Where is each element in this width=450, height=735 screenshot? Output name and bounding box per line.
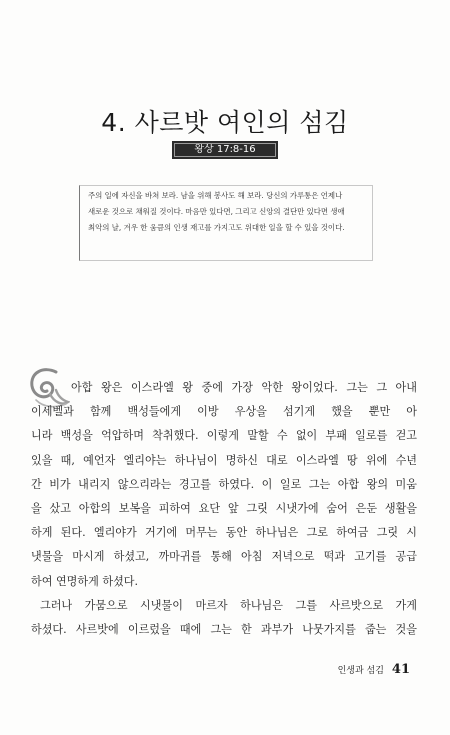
body-line: 이세벨과 함께 백성들에게 이방 우상을 섬기게 했을 뿐만 아: [31, 405, 417, 419]
body-line: 아합 왕은 이스라엘 왕 중에 가장 악한 왕이었다. 그는 그 아내: [71, 381, 417, 394]
body-line: 니라 백성을 억압하며 착취했다. 이렇게 말할 수 없이 부패 일로를 걷고: [31, 429, 417, 443]
running-title: 인생과 섬김: [337, 666, 384, 676]
chapter-title: 4. 사르밧 여인의 섬김: [101, 107, 349, 137]
body-line: 하셨다. 사르밧에 이르렀을 때에 그는 한 과부가 나뭇가지를 줍는 것을: [31, 622, 417, 636]
body-line: 하여 연명하게 하셨다.: [31, 574, 139, 588]
body-line: 을 샀고 아합의 보복을 피하여 요단 앞 그릿 시냇가에 숨어 은둔 생활을: [31, 501, 417, 515]
body-text: [31, 376, 417, 642]
body-line: 간 비가 내리지 않으리라는 경고를 하였다. 이 일로 그는 아합 왕의 미움: [31, 477, 417, 491]
page-number: 41: [391, 662, 410, 677]
body-line: 냇물을 마시게 하셨고, 까마귀를 통해 아침 저녁으로 떡과 고기를 공급: [31, 550, 417, 564]
page-footer: [338, 662, 410, 677]
body-line: 하게 된다. 엘리야가 거기에 머무는 동안 하나님은 그로 하여금 그릿 시: [31, 526, 417, 540]
intro-text: 주의 일에 자신을 바쳐 보라. 남을 위해 봉사도 해 보라. 당신의 가루통은 언제나 새로운 것으로 채워질 것이다. 마음만 있다면, 그리고 신앙의 결단만 있다면 생애 최악의 날, 겨우 한 움큼의 인생 재고를 가지고도 위대한 일을 할 수 있을 것이다.: [88, 191, 345, 232]
body-line: 있을 때, 예언자 엘리야는 하나님이 명하신 대로 이스라엘 땅 위에 수년: [31, 453, 417, 467]
body-line: 그러나 가뭄으로 시냇물이 마르자 하나님은 그를 사르밧으로 가게: [40, 598, 417, 612]
scripture-reference-badge: 왕상 17:8-16: [172, 141, 278, 159]
